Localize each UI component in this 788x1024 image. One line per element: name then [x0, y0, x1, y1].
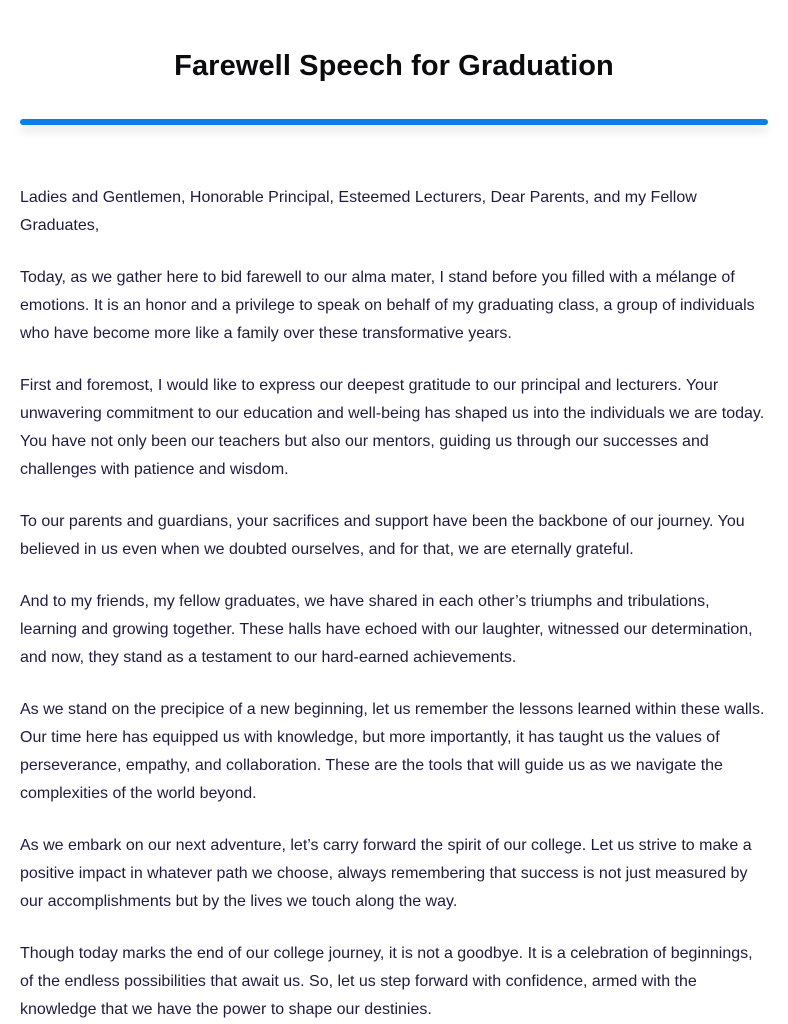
paragraph-fellow-graduates: And to my friends, my fellow graduates, we have shared in each other’s triumphs and tribulations, learning and growing together. These halls have echoed with our laughter, witnessed our determination, and now, they stand as a testament to our hard-earned achievements.: [20, 593, 753, 666]
page-header: [20, 0, 768, 125]
paragraph-gratitude-lecturers: First and foremost, I would like to express our deepest gratitude to our principal and lecturers. Your unwavering commitment to our education and well-being has shaped us into the individuals we are today. You have not only been our teachers but also our mentors, guiding us through our successes and challenges with patience and wisdom.: [20, 377, 765, 478]
paragraph-gratitude-parents: To our parents and guardians, your sacrifices and support have been the backbone of our journey. You believed in us even when we doubted ourselves, and for that, we are eternally grateful.: [20, 513, 745, 558]
title-divider-bar: [20, 119, 768, 125]
paragraph-introduction: Today, as we gather here to bid farewell to our alma mater, I stand before you filled with a mélange of emotions. It is an honor and a privilege to speak on behalf of my graduating class, a group of individuals who have become more like a family over these transformative years.: [20, 269, 755, 342]
page-title: Farewell Speech for Graduation: [174, 50, 614, 82]
paragraph-salutation: Ladies and Gentlemen, Honorable Principal, Esteemed Lecturers, Dear Parents, and my Fellow Graduates,: [20, 189, 697, 234]
paragraph-closing: Though today marks the end of our college journey, it is not a goodbye. It is a celebration of beginnings, of the endless possibilities that await us. So, let us step forward with confidence, armed with the knowledge that we have the power to shape our destinies.: [20, 945, 753, 1018]
speech-body: [20, 184, 768, 1024]
paragraph-lessons: As we stand on the precipice of a new beginning, let us remember the lessons learned within these walls. Our time here has equipped us with knowledge, but more importantly, it has taught us the values of perseverance, empathy, and collaboration. These are the tools that will guide us as we navigate the complexities of the world beyond.: [20, 701, 765, 802]
paragraph-next-adventure: As we embark on our next adventure, let’s carry forward the spirit of our college. Let us strive to make a positive impact in whatever path we choose, always remembering that success is not just measured by our accomplishments but by the lives we touch along the way.: [20, 837, 752, 910]
